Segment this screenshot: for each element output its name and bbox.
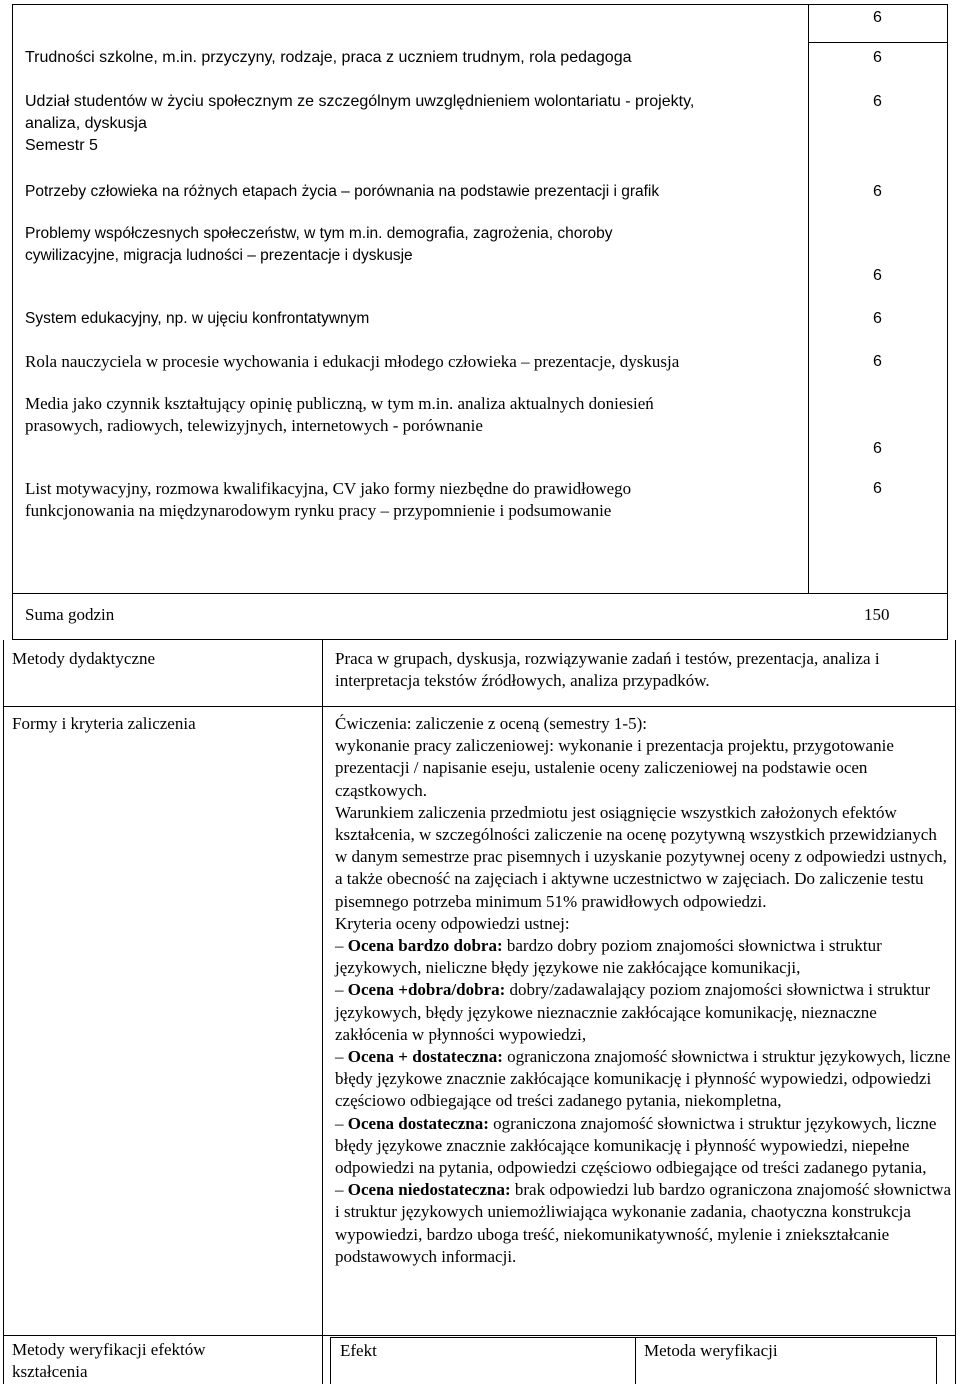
topic-row-2-line1: Udział studentów w życiu społecznym ze szczególnym uwzględnieniem wolontariatu - projekty, xyxy=(25,93,695,110)
topic-row-7-line1: Media jako czynnik kształtujący opinię publiczną, w tym m.in. analiza aktualnych doniesień xyxy=(25,394,654,413)
grade-very-good: – Ocena bardzo dobra: bardzo dobry poziom znajomości słownictwa i struktur językowych, nieliczne błędy językowe nie zakłócające komunikacji, xyxy=(335,936,882,978)
topic-row-8-line2: funkcjonowania na międzynarodowym rynku pracy – przypomnienie i podsumowanie xyxy=(25,501,612,520)
topic-row-2-line2: analiza, dyskusja xyxy=(25,115,147,132)
grade-name: Ocena dostateczna: xyxy=(347,1113,489,1133)
sum-label: Suma godzin xyxy=(25,605,115,624)
hours-row-2: 6 xyxy=(873,93,882,110)
sum-value: 150 xyxy=(864,605,890,624)
topic-row-1: Trudności szkolne, m.in. przyczyny, rodzaje, praca z uczniem trudnym, rola pedagoga xyxy=(25,49,632,66)
hours-row-6: 6 xyxy=(873,353,882,370)
methods-label: Metody dydaktyczne xyxy=(12,649,156,668)
header-hours: 6 xyxy=(873,9,882,26)
topic-row-4-line2: cywilizacyjne, migracja ludności – prezentacje i dyskusje xyxy=(25,247,413,264)
grade-name: Ocena + dostateczna: xyxy=(347,1047,503,1067)
hours-row-5: 6 xyxy=(873,310,882,327)
grade-satisfactory: – Ocena dostateczna: ograniczona znajomość słownictwa i struktur językowych, liczne błędy językowe znacznie zakłócające komunikację i płynność wypowiedzi, niepełne odpowiedzi na pytania, odpowiedzi częściowo odbiegające od treści zadanego pytania, xyxy=(335,1113,937,1178)
grade-satisfactory-plus: – Ocena + dostateczna: ograniczona znajomość słownictwa i struktur językowych, liczne błędy językowe znacznie zakłócające komunikację i płynność wypowiedzi, odpowiedzi częściowo odbiegające od treści zadanego pytania, niekompletna, xyxy=(335,1047,951,1111)
verification-label: Metody weryfikacji efektów kształcenia xyxy=(12,1340,206,1381)
hours-row-3: 6 xyxy=(873,183,882,200)
topic-row-5: System edukacyjny, np. w ujęciu konfrontatywnym xyxy=(25,310,370,327)
hours-row-7: 6 xyxy=(873,440,882,457)
hours-row-1: 6 xyxy=(873,49,882,66)
criteria-content xyxy=(335,713,953,1268)
verification-col-method: Metoda weryfikacji xyxy=(644,1341,778,1360)
criteria-conditions: Warunkiem zaliczenia przedmiotu jest osiągnięcie wszystkich założonych efektów kształcenia, w szczególności zaliczenie na ocenę pozytywną wszystkich przewidzianych w danym semestrze prac pisemnych i uzyskanie pozytywnej oceny z odpowiedzi ustnych, a także obecność na zajęciach i aktywne uczestnictwo w zajęciach. Do zaliczenie testu pisemnego potrzeba minimum 51% prawidłowych odpowiedzi. xyxy=(335,802,947,911)
oral-criteria-heading: Kryteria oceny odpowiedzi ustnej: xyxy=(335,913,570,933)
topic-row-4-line1: Problemy współczesnych społeczeństw, w tym m.in. demografia, zagrożenia, choroby xyxy=(25,225,613,242)
topic-row-6: Rola nauczyciela w procesie wychowania i edukacji młodego człowieka – prezentacje, dyskusja xyxy=(25,352,680,371)
topic-row-7-line2: prasowych, radiowych, telewizyjnych, internetowych - porównanie xyxy=(25,416,483,435)
grade-good: – Ocena +dobra/dobra: dobry/zadawalający poziom znajomości słownictwa i struktur językowych, błędy językowe nieznacznie zakłócające komunikację, nieznaczne zakłócenia w płynności wypowiedzi, xyxy=(335,980,931,1044)
methods-value: Praca w grupach, dyskusja, rozwiązywanie zadań i testów, prezentacja, analiza i interpretacja tekstów źródłowych, analiza przypadków. xyxy=(335,649,880,690)
criteria-intro: Ćwiczenia: zaliczenie z oceną (semestry 1-5): xyxy=(335,714,647,733)
grade-insufficient: – Ocena niedostateczna: brak odpowiedzi lub bardzo ograniczona znajomość słownictwa i struktur językowych uniemożliwiająca wykonanie zadania, chaotyczna konstrukcja wypowiedzi, bardzo uboga treść, niekomunikatywność, mylenie i zniekształcanie podstawowych informacji. xyxy=(335,1180,952,1266)
grade-name: Ocena niedostateczna: xyxy=(347,1180,511,1200)
hours-row-8: 6 xyxy=(873,480,882,497)
criteria-project: wykonanie pracy zaliczeniowej: wykonanie i prezentacja projektu, przygotowanie prezentacji / napisanie eseju, ustalenie oceny zaliczeniowej na podstawie ocen cząstkowych. xyxy=(335,736,894,800)
topic-row-3: Potrzeby człowieka na różnych etapach życia – porównania na podstawie prezentacji i grafik xyxy=(25,183,660,200)
criteria-label: Formy i kryteria zaliczenia xyxy=(12,714,196,733)
grade-name: Ocena bardzo dobra: xyxy=(347,936,503,956)
verification-col-effect: Efekt xyxy=(340,1341,377,1360)
semester-label: Semestr 5 xyxy=(25,137,98,154)
grade-name: Ocena +dobra/dobra: xyxy=(347,980,506,1000)
hours-row-4: 6 xyxy=(873,267,882,284)
topic-row-8-line1: List motywacyjny, rozmowa kwalifikacyjna, CV jako formy niezbędne do prawidłowego xyxy=(25,479,632,498)
